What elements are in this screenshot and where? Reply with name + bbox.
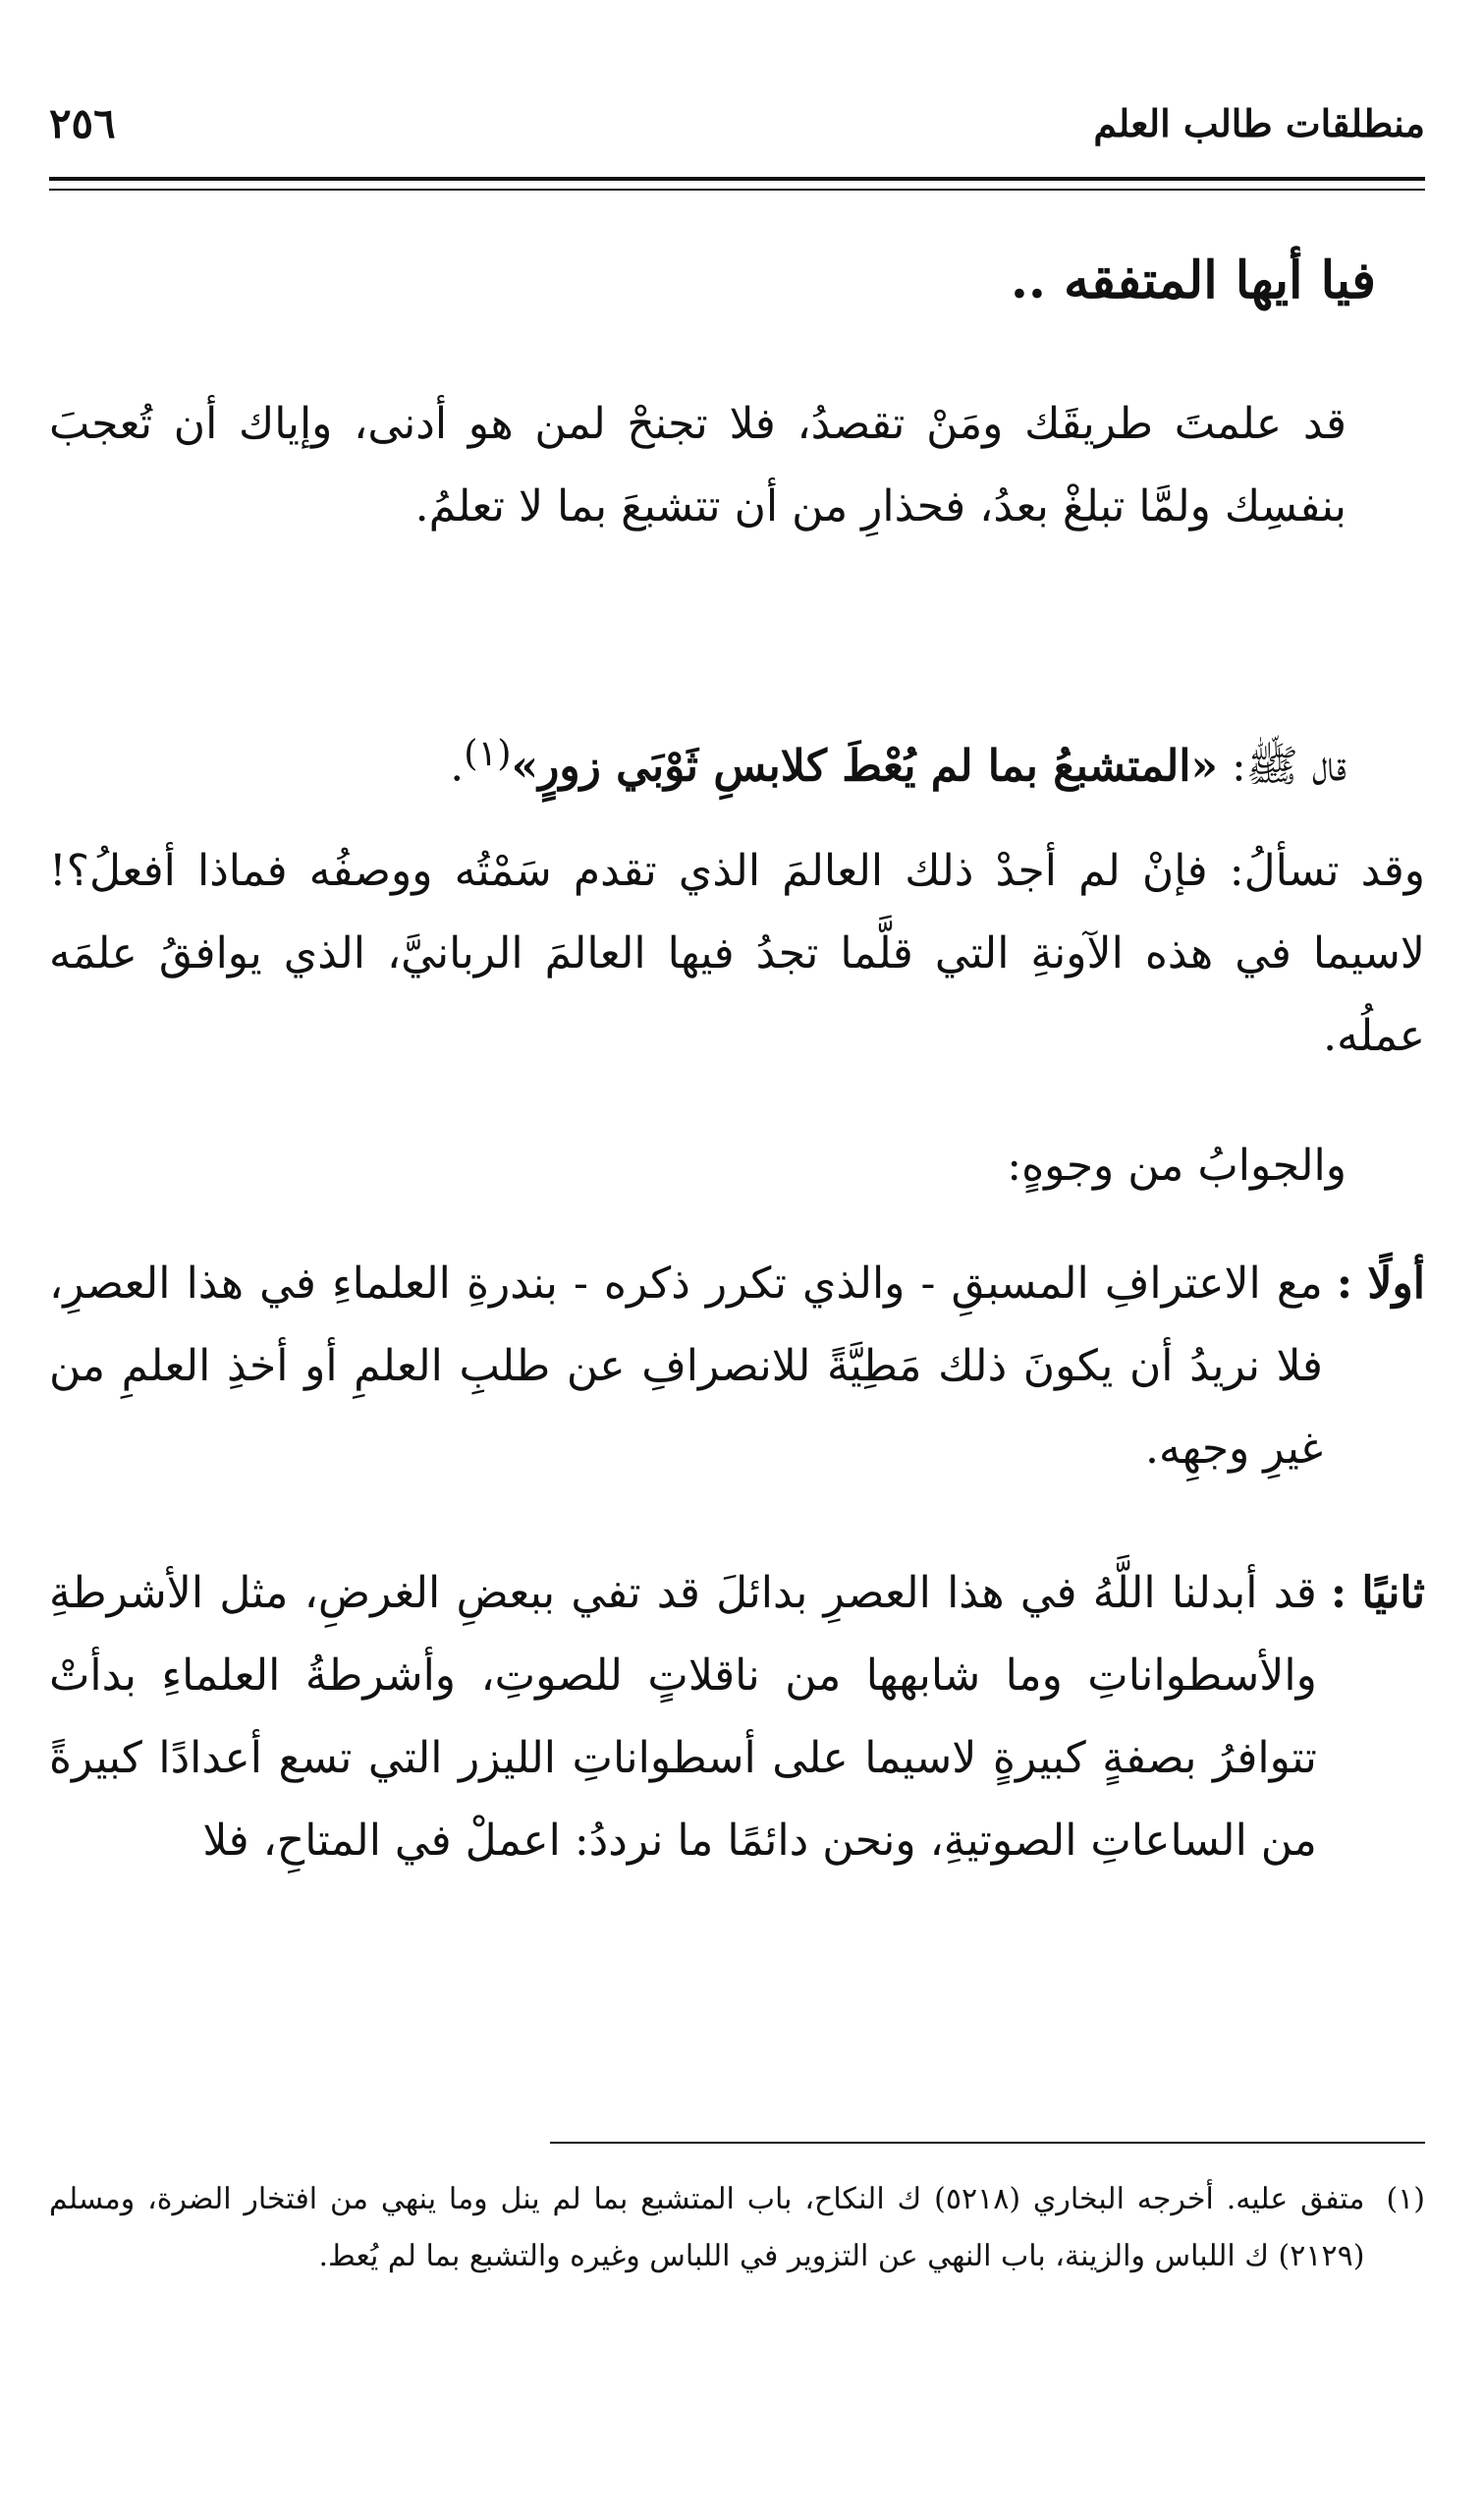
header-rule-thick [49,177,1425,181]
footnote-number: (١) [1386,2182,1425,2216]
footnote [49,2171,1425,2285]
paragraph-answer-intro: والجوابُ من وجوهٍ: [1007,1141,1347,1191]
list-item [49,1552,1425,1882]
list-item-label: أولًا : [1336,1258,1425,1309]
list-item-text: مع الاعترافِ المسبقِ - والذي تكرر ذكره - بندرةِ العلماءِ في هذا العصرِ، فلا نريدُ أن يكونَ ذلك مَطِيَّةً للانصرافِ عن طلبِ العلمِ أو أخذِ العلمِ من غيرِ وجهِه. [49,1258,1323,1474]
list-item-label: ثانيًا : [1330,1568,1425,1618]
section-heading: فيا أيها المتفقه .. [1010,251,1376,310]
running-title: منطلقات طالب العلم [1093,100,1425,145]
list-item-text: قد أبدلنا اللَّهُ في هذا العصرِ بدائلَ قد تفي ببعضِ الغرضِ، مثل الأشرطةِ والأسطواناتِ وما شابهها من ناقلاتٍ للصوتِ، وأشرطةُ العلماءِ بدأتْ تتوافرُ بصفةٍ كبيرةٍ لاسيما على أسطواناتِ الليزر التي تسع أعدادًا كبيرةً من الساعاتِ الصوتيةِ، ونحن دائمًا ما نرددُ: اعملْ في المتاحِ، فلا [49,1568,1317,1866]
paragraph-hadith [49,712,1347,809]
hadith-end: . [450,741,465,792]
footnote-text: متفق عليه. أخرجه البخاري (٥٢١٨) ك النكاح، باب المتشبع بما لم ينل وما ينهي من افتخار الضرة، ومسلم (٢١٢٩) ك اللباس والزينة، باب النهي عن التزوير في اللباس وغيره والتشبع بما لم يُعط. [49,2182,1365,2273]
hadith-quote: «المتشبعُ بما لم يُعْطَ كلابسِ ثَوْبَي زورٍ» [511,741,1218,792]
page-number: ٢٥٦ [49,98,116,147]
list-item [49,1243,1425,1490]
paragraph-1: قد علمتَ طريقَك ومَنْ تقصدُ، فلا تجنحْ لمن هو أدنى، وإياك أن تُعجبَ بنفسِك ولمَّا تبلغْ بعدُ، فحذارِ من أن تتشبعَ بما لا تعلمُ. [49,399,1347,531]
hadith-intro: قال ﷺ: [1218,741,1347,792]
footnote-ref: (١) [464,732,512,774]
footnote-rule [550,2142,1425,2144]
paragraph-question: وقد تسألُ: فإنْ لم أجدْ ذلك العالمَ الذي تقدم سَمْتُه ووصفُه فماذا أفعلُ؟! لاسيما في هذه الآونةِ التي قلَّما تجدُ فيها العالمَ الربانيَّ، الذي يوافقُ علمَه عملُه. [49,846,1425,1061]
page-header [49,88,1425,157]
header-rule-thin [49,189,1425,191]
